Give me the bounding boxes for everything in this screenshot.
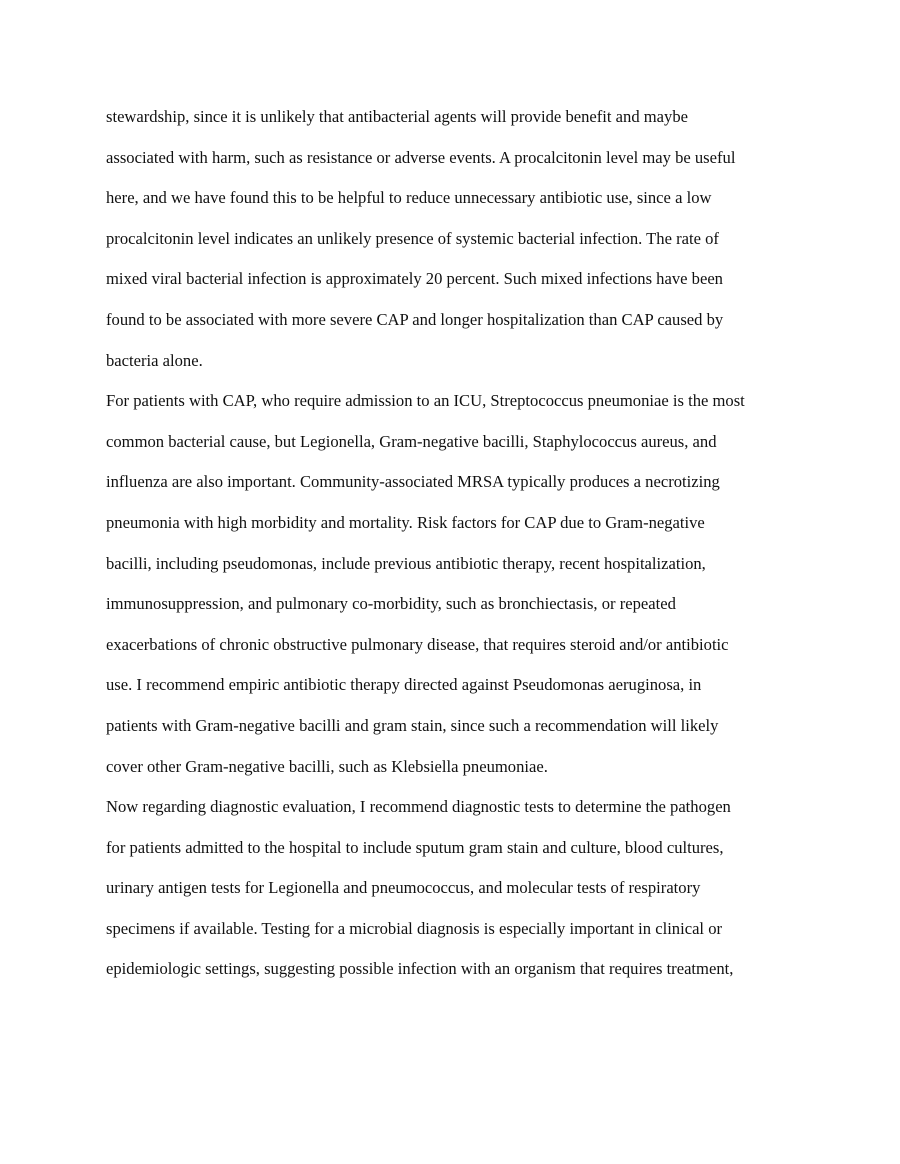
text-line: specimens if available. Testing for a microbial diagnosis is especially important in clinical or [106,918,723,938]
text-line: for patients admitted to the hospital to include sputum gram stain and culture, blood cultures, [106,837,724,857]
text-line: common bacterial cause, but Legionella, Gram-negative bacilli, Staphylococcus aureus, and [106,431,717,451]
text-line: patients with Gram-negative bacilli and gram stain, since such a recommendation will likely [106,715,719,735]
text-line: bacteria alone. [106,350,203,370]
text-line: cover other Gram-negative bacilli, such as Klebsiella pneumoniae. [106,756,548,776]
text-line: Now regarding diagnostic evaluation, I recommend diagnostic tests to determine the pathogen [106,797,731,817]
text-line: bacilli, including pseudomonas, include previous antibiotic therapy, recent hospitalization, [106,553,706,573]
text-line: urinary antigen tests for Legionella and pneumococcus, and molecular tests of respiratory [106,878,701,898]
text-line: mixed viral bacterial infection is approximately 20 percent. Such mixed infections have been [106,269,723,289]
text-line: epidemiologic settings, suggesting possible infection with an organism that requires treatment, [106,959,734,979]
text-line: influenza are also important. Community-associated MRSA typically produces a necrotizing [106,472,720,492]
text-line: found to be associated with more severe CAP and longer hospitalization than CAP caused by [106,309,724,329]
body-text [106,97,806,990]
text-line: here, and we have found this to be helpful to reduce unnecessary antibiotic use, since a low [106,188,712,208]
text-line: associated with harm, such as resistance or adverse events. A procalcitonin level may be useful [106,147,736,167]
text-line: procalcitonin level indicates an unlikely presence of systemic bacterial infection. The rate of [106,228,719,248]
text-line: use. I recommend empiric antibiotic therapy directed against Pseudomonas aeruginosa, in [106,675,702,695]
text-line: pneumonia with high morbidity and mortality. Risk factors for CAP due to Gram-negative [106,512,705,532]
text-line: stewardship, since it is unlikely that antibacterial agents will provide benefit and maybe [106,107,688,126]
text-line: exacerbations of chronic obstructive pulmonary disease, that requires steroid and/or antibiotic [106,634,729,654]
text-line: For patients with CAP, who require admission to an ICU, Streptococcus pneumoniae is the most [106,391,745,411]
text-line: immunosuppression, and pulmonary co-morbidity, such as bronchiectasis, or repeated [106,594,676,614]
